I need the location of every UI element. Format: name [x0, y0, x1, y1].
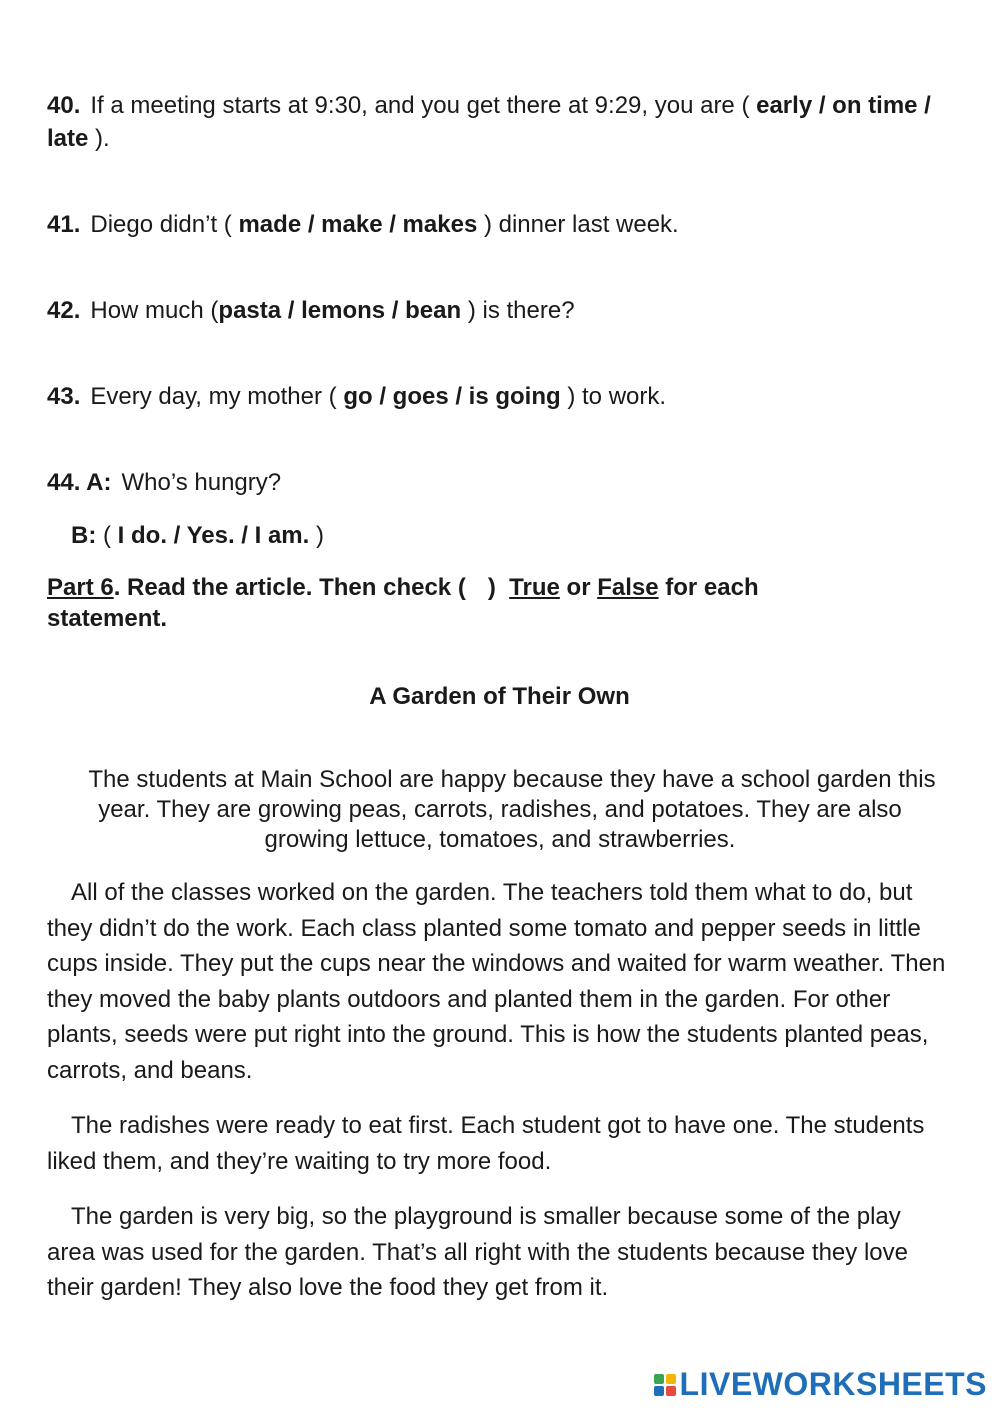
question-41: 41. Diego didn’t ( made / make / makes ) dinner last week. [47, 211, 679, 238]
article-title: A Garden of Their Own [369, 683, 630, 710]
true-word: True [509, 574, 560, 601]
question-44-options[interactable]: I do. / Yes. / I am. [117, 522, 310, 549]
article-paragraph-2: All of the classes worked on the garden. The teachers told them what to do, but they didn’t do the work. Each class planted some tomato and pepper seeds in little cups inside. They put the cups near the windows and waited for warm weather. Then they moved the baby plants outdoors and planted them in the garden. For other plants, seeds were put right into the ground. This is how the students planted peas, carrots, and beans. [47, 879, 946, 1084]
question-40: 40. If a meeting starts at 9:30, and you get there at 9:29, you are ( early / on time / late ). [47, 92, 931, 152]
logo-text: LIVEWORKSHEETS [679, 1366, 987, 1402]
question-42: 42. How much (pasta / lemons / bean ) is there? [47, 297, 575, 324]
question-43: 43. Every day, my mother ( go / goes / is going ) to work. [47, 383, 667, 410]
liveworksheets-logo-icon [654, 1374, 676, 1396]
article-paragraph-3: The radishes were ready to eat first. Each student got to have one. The students liked them, and they’re waiting to try more food. [47, 1112, 925, 1175]
question-44: 44. A: Who’s hungry? [47, 469, 282, 496]
question-43-options[interactable]: go / goes / is going [343, 383, 561, 410]
question-42-options[interactable]: pasta / lemons / bean [218, 297, 462, 324]
false-word: False [597, 574, 659, 601]
liveworksheets-logo [654, 1366, 987, 1403]
question-41-options[interactable]: made / make / makes [238, 211, 478, 238]
article-paragraph-4: The garden is very big, so the playground is smaller because some of the play area was used for the garden. That’s all right with the students because they love their garden! They also love the food they get from it. [47, 1203, 908, 1301]
question-40-options[interactable]: early / on time / late [47, 92, 931, 152]
part6-label: Part 6 [47, 574, 114, 601]
part6-instructions: Part 6. Read the article. Then check ( ) True or False for each statement. [47, 574, 759, 632]
question-44-b-line: B: ( I do. / Yes. / I am. ) [71, 522, 324, 549]
article-paragraph-1: The students at Main School are happy because they have a school garden this year. They are growing peas, carrots, radishes, and potatoes. They are also growing lettuce, tomatoes, and strawberries. [88, 766, 936, 853]
